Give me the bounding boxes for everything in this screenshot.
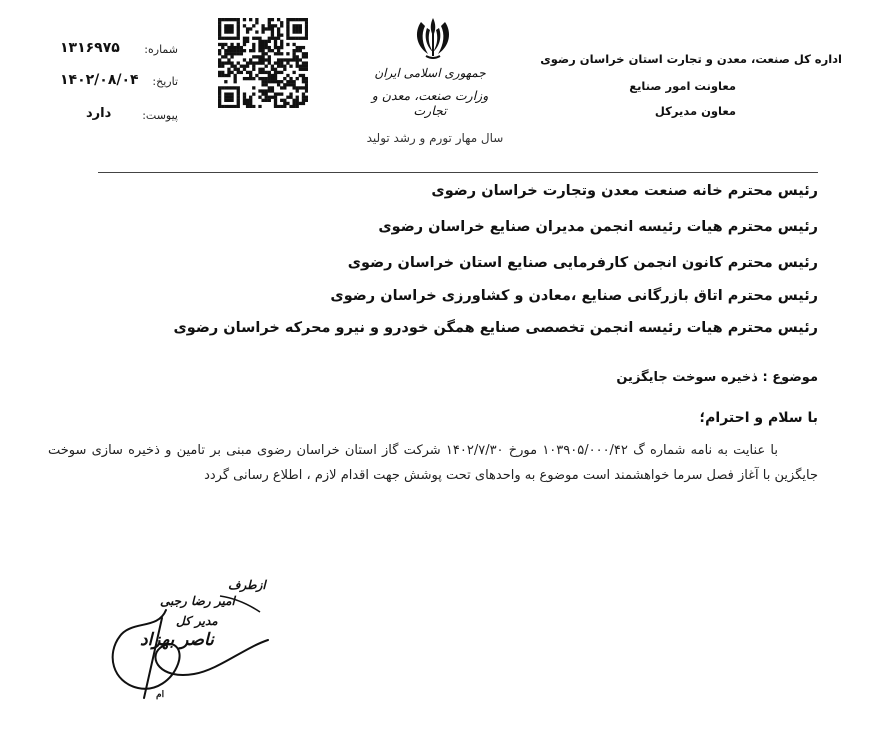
signature-behalf-name: ناصر بهزاد: [140, 630, 214, 650]
recipient-4: رئیس محترم اتاق بازرگانی صنایع ،معادن و کشاورزی خراسان رضوی: [330, 288, 818, 304]
year-slogan: سال مهار تورم و رشد تولید: [366, 131, 504, 145]
letter-attachment-value: دارد: [86, 106, 112, 121]
org-line-1: اداره کل صنعت، معدن و تجارت استان خراسان رضوی: [540, 52, 842, 66]
emblem-line-ministry: وزارت صنعت، معدن و تجارت: [371, 88, 489, 118]
recipient-2: رئیس محترم هیات رئیسه انجمن مدیران صنایع خراسان رضوی: [378, 219, 818, 235]
subject-line: موضوع : ذخیره سوخت جایگزین: [616, 370, 818, 385]
letter-date-label: تاریخ:: [152, 75, 178, 88]
letter-number-value: ۱۳۱۶۹۷۵: [60, 40, 120, 56]
greeting: با سلام و احترام؛: [699, 410, 818, 426]
letter-attachment: [60, 106, 178, 126]
org-line-3: معاون مدیرکل: [654, 104, 736, 118]
letter-body: با عنایت به نامه شماره گ ۱۰۳۹۰۵/۰۰۰/۴۲ مورخ ۱۴۰۲/۷/۳۰ شرکت گاز استان خراسان رضوی مبنی بر تامین و ذخیره سازی سوخت جایگزین با آغاز فصل سرما خواهشمند است موضوع به واحدهای تحت پوشش جهت اقدام لازم ، اطلاع رسانی گردد: [48, 443, 818, 483]
signature-on-behalf: ازطرف: [228, 578, 266, 592]
qr-code-icon: [218, 18, 308, 108]
emblem-line-country: جمهوری اسلامی ایران: [374, 66, 486, 80]
org-line-2: معاونت امور صنایع: [629, 79, 736, 93]
letter-date: [60, 72, 178, 92]
handwritten-signature-icon: [98, 590, 288, 700]
signature-signer-name: امیر رضا رجبی: [160, 594, 235, 608]
recipient-5: رئیس محترم هیات رئیسه انجمن تخصصی صنایع همگن خودرو و نیرو محرکه خراسان رضوی: [173, 320, 818, 336]
letter-number-label: شماره:: [144, 43, 178, 56]
recipient-1: رئیس محترم خانه صنعت معدن وتجارت خراسان رضوی: [431, 183, 818, 199]
header-divider: [98, 172, 818, 173]
iran-emblem-icon: [408, 14, 458, 62]
letter-number: [60, 40, 178, 60]
letter-attachment-label: پیوست:: [142, 109, 178, 122]
signature-signer-title: مدیر کل: [176, 614, 218, 628]
letter-date-value: ۱۴۰۲/۰۸/۰۴: [60, 72, 139, 88]
signature-mark: ام: [156, 690, 165, 700]
recipient-3: رئیس محترم کانون انجمن کارفرمایی صنایع استان خراسان رضوی: [347, 255, 818, 271]
